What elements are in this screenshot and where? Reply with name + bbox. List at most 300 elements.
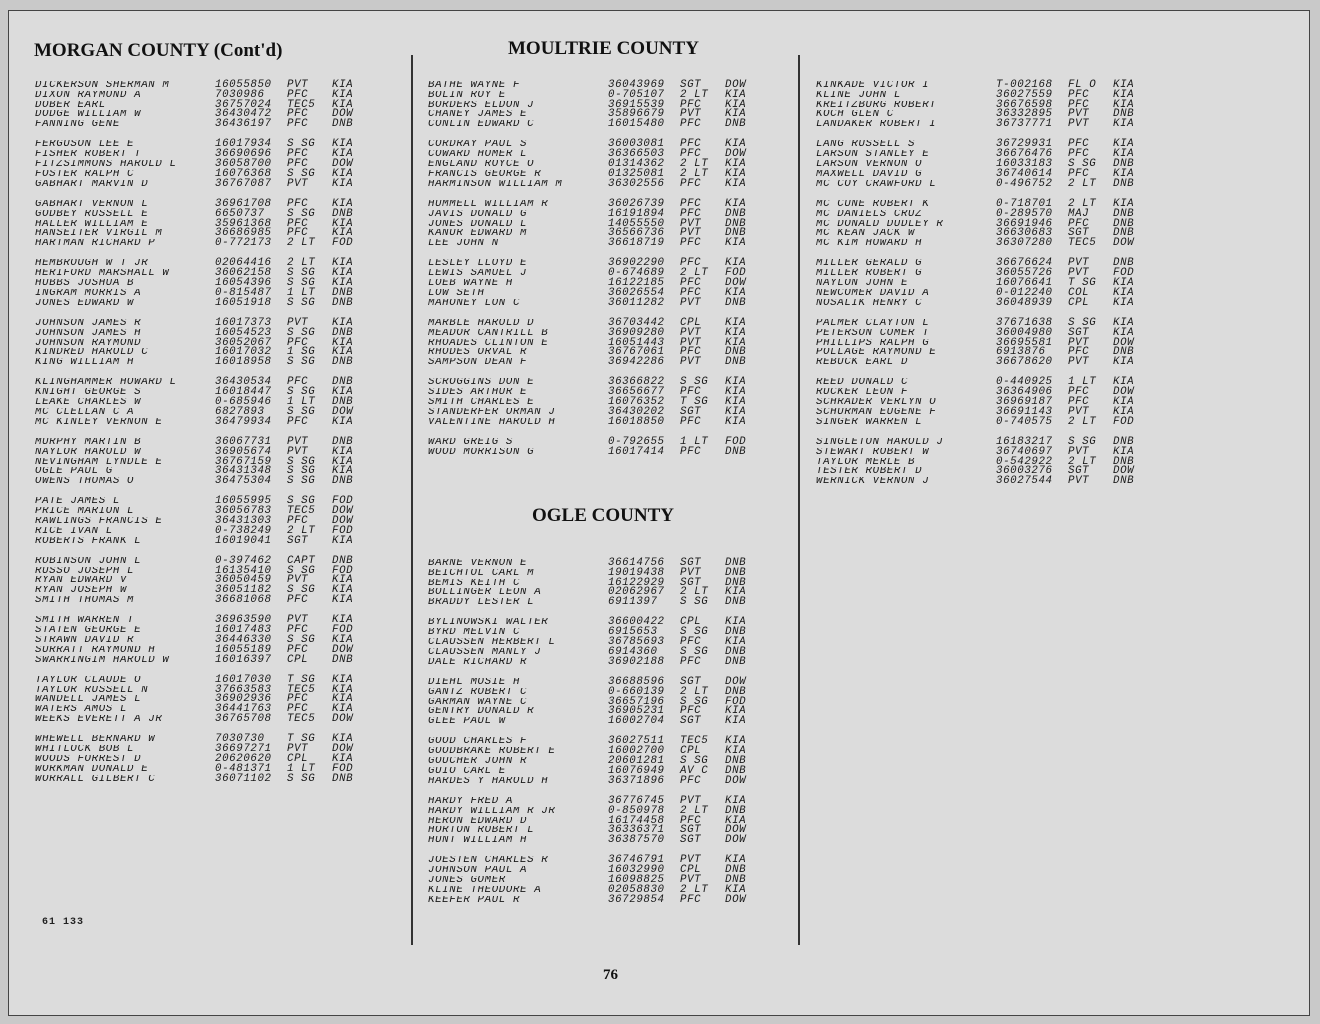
soldier-name: KEEFER PAUL R	[428, 895, 521, 906]
rank: PFC	[680, 98, 702, 111]
rank: T SG	[680, 396, 709, 409]
serial-number: 36614756	[608, 557, 665, 569]
serial-number: 36740697	[996, 445, 1053, 458]
serial-number: 6650737	[215, 207, 265, 220]
rank: PVT	[680, 336, 702, 349]
rank: PFC	[680, 893, 702, 906]
serial-number: 36902290	[608, 257, 665, 270]
roster-group	[428, 81, 765, 130]
soldier-name: DICKERSON SHERMAN M	[35, 81, 170, 91]
soldier-name: JOESTEN CHARLES R	[428, 856, 549, 867]
roster-row	[428, 279, 765, 289]
serial-number: 36027544	[996, 475, 1053, 488]
roster-row	[428, 150, 765, 160]
rank: PVT	[1068, 118, 1090, 131]
rank: SGT	[680, 675, 702, 688]
serial-number: 36071102	[215, 772, 272, 785]
casualty-status: KIA	[332, 673, 354, 686]
soldier-name: KLINGHAMMER HOWARD L	[35, 378, 177, 389]
casualty-status: DNB	[725, 576, 747, 589]
rank: PFC	[1068, 396, 1090, 409]
soldier-name: GLEE PAUL W	[428, 717, 506, 727]
casualty-status: DNB	[725, 346, 747, 359]
roster-row	[428, 804, 765, 817]
rank: S SG	[680, 695, 709, 708]
serial-number: 7030730	[215, 733, 265, 746]
rank: PVT	[680, 108, 702, 121]
soldier-name: WARD GREIG S	[428, 437, 513, 448]
soldier-name: DODGE WILLIAM W	[35, 110, 142, 121]
serial-number: 36785693	[608, 636, 665, 649]
soldier-name: HARDY FRED A	[428, 796, 513, 807]
casualty-status: KIA	[1113, 376, 1135, 389]
rank: PVT	[287, 79, 309, 91]
serial-number: 16055189	[215, 643, 272, 656]
soldier-name: JAVIS DONALD G	[428, 209, 528, 220]
rank: CPL	[1068, 296, 1090, 309]
roster-row	[428, 88, 765, 101]
serial-number: 36691143	[996, 405, 1053, 418]
roster-row	[816, 167, 1153, 180]
soldier-name: STRAWN DAVID R	[35, 635, 135, 646]
roster-row	[428, 576, 765, 589]
casualty-status: KIA	[332, 197, 354, 210]
casualty-status: DNB	[332, 118, 354, 131]
document-code: 61 133	[42, 917, 85, 928]
casualty-status: KIA	[332, 633, 354, 646]
casualty-status: KIA	[725, 167, 747, 180]
serial-number: 0-496752	[996, 177, 1053, 190]
serial-number: 36048939	[996, 296, 1053, 309]
casualty-status: KIA	[332, 465, 354, 478]
roster-group	[428, 316, 765, 369]
serial-number: 37671638	[996, 316, 1053, 329]
roster-row	[428, 120, 765, 130]
casualty-status: KIA	[332, 88, 354, 101]
roster-row	[35, 358, 372, 368]
rank: PVT	[680, 217, 702, 230]
serial-number: 6914360	[608, 645, 658, 658]
serial-number: 36371896	[608, 774, 665, 787]
soldier-name: TAYLOR RUSSELL N	[35, 685, 149, 696]
serial-number: 0-012240	[996, 286, 1053, 299]
rank: PFC	[680, 705, 702, 718]
soldier-name: FOSTER RALPH C	[35, 169, 135, 180]
casualty-status: KIA	[725, 98, 747, 111]
rank: PFC	[680, 148, 702, 161]
soldier-name: LANDAKER ROBERT I	[816, 120, 937, 130]
roster-row	[428, 378, 765, 388]
serial-number: 16019041	[215, 534, 272, 547]
soldier-name: HARTMAN RICHARD P	[35, 239, 156, 249]
soldier-name: KREITZBURG ROBERT	[816, 100, 937, 111]
serial-number: 02058830	[608, 883, 665, 896]
roster-row	[816, 398, 1153, 408]
soldier-name: HARDY WILLIAM R JR	[428, 806, 556, 817]
soldier-name: LARSON VERNON O	[816, 160, 923, 170]
soldier-name: TAYLOR CLAUDE O	[35, 675, 142, 686]
soldier-name: JOHNSON PAUL A	[428, 866, 528, 877]
rank: S SG	[287, 277, 316, 290]
casualty-status: DNB	[332, 286, 354, 299]
roster-row	[35, 455, 372, 468]
soldier-name: HUBBS JOSHUA B	[35, 279, 135, 289]
roster-row	[35, 239, 372, 249]
rank: S SG	[287, 386, 316, 399]
serial-number: 36740614	[996, 167, 1053, 180]
rank: CPL	[680, 745, 702, 758]
roster-row	[35, 467, 372, 477]
roster-row	[428, 774, 765, 787]
rank: S SG	[1068, 158, 1097, 171]
soldier-name: SAMPSON DEAN F	[428, 358, 528, 368]
rank: TEC5	[287, 98, 316, 111]
casualty-status: DOW	[332, 743, 354, 756]
roster-row	[428, 856, 765, 866]
serial-number: 16183217	[996, 435, 1053, 448]
casualty-status: FOD	[725, 695, 747, 708]
soldier-name: RHOADES CLINTON E	[428, 338, 549, 349]
soldier-name: JONES GOMER	[428, 876, 506, 886]
roster-row	[428, 794, 765, 807]
casualty-status: DNB	[332, 475, 354, 488]
serial-number: 36676624	[996, 257, 1053, 270]
soldier-name: GABHART VERNON L	[35, 199, 149, 210]
rank: PFC	[287, 108, 309, 121]
roster-row	[816, 81, 1153, 91]
rank: PVT	[680, 794, 702, 807]
rank: 1 LT	[287, 286, 316, 299]
rank: PFC	[287, 594, 309, 607]
casualty-status: KIA	[725, 257, 747, 270]
roster-row	[35, 98, 372, 111]
roster-row	[35, 534, 372, 547]
casualty-status: DNB	[725, 296, 747, 309]
serial-number: 36043969	[608, 79, 665, 91]
roster-row	[428, 737, 765, 747]
roster-row	[428, 167, 765, 180]
serial-number: 16076641	[996, 277, 1053, 290]
soldier-name: ROBINSON JOHN L	[35, 556, 142, 567]
serial-number: 36942286	[608, 356, 665, 369]
roster-row	[428, 435, 765, 448]
rank: S SG	[287, 356, 316, 369]
serial-number: 0-289570	[996, 207, 1053, 220]
casualty-status: FOD	[332, 564, 354, 577]
serial-number: 0-792655	[608, 435, 665, 448]
soldier-name: REBUCK EARL D	[816, 358, 909, 368]
casualty-status: FOD	[332, 237, 354, 250]
soldier-name: HANSEITER VIRGIL M	[35, 229, 163, 240]
rank: S SG	[680, 645, 709, 658]
roster-group	[428, 259, 765, 308]
rank: S SG	[680, 376, 709, 389]
serial-number: 16002700	[608, 745, 665, 758]
roster-row	[35, 586, 372, 596]
soldier-name: MARBLE HAROLD D	[428, 318, 535, 329]
roster-group	[35, 197, 372, 250]
rank: FL O	[1068, 79, 1097, 91]
casualty-status: KIA	[725, 616, 747, 629]
roster-row	[35, 279, 372, 289]
serial-number: 36676476	[996, 148, 1053, 161]
casualty-status: DNB	[725, 804, 747, 817]
rank: TEC5	[287, 505, 316, 518]
roster-row	[428, 628, 765, 638]
rank: PFC	[287, 693, 309, 706]
serial-number: 36050459	[215, 574, 272, 587]
roster-list-morgan	[35, 81, 372, 795]
serial-number: 16051918	[215, 296, 272, 309]
soldier-name: GODBEY RUSSELL E	[35, 209, 149, 220]
soldier-name: RUCKER LEON F	[816, 388, 909, 399]
soldier-name: LEE JOHN N	[428, 239, 499, 249]
serial-number: 16055850	[215, 79, 272, 91]
casualty-status: DOW	[725, 277, 747, 290]
serial-number: 0-705107	[608, 88, 665, 101]
serial-number: 36436197	[215, 118, 272, 131]
roster-group	[428, 675, 765, 728]
rank: CPL	[680, 864, 702, 877]
casualty-status: KIA	[725, 237, 747, 250]
roster-row	[35, 259, 372, 269]
rank: PFC	[680, 286, 702, 299]
serial-number: 36688596	[608, 675, 665, 688]
soldier-name: ENGLAND ROYCE O	[428, 160, 535, 170]
soldier-name: BARNE VERNON E	[428, 559, 528, 569]
roster-row	[35, 477, 372, 487]
roster-row	[816, 348, 1153, 358]
casualty-status: KIA	[1113, 396, 1135, 409]
soldier-name: GABHART MARVIN D	[35, 179, 149, 190]
casualty-status: KIA	[725, 715, 747, 728]
soldier-name: PATE JAMES L	[35, 497, 120, 508]
soldier-name: JOHNSON JAMES H	[35, 328, 142, 339]
casualty-status: KIA	[1113, 277, 1135, 290]
serial-number: 0-397462	[215, 554, 272, 567]
casualty-status: KIA	[332, 386, 354, 399]
rank: PVT	[287, 316, 309, 329]
serial-number: 36475304	[215, 475, 272, 488]
soldier-name: STATEN GEORGE E	[35, 626, 142, 636]
serial-number: 36765708	[215, 713, 272, 726]
casualty-status: DNB	[1113, 257, 1135, 270]
serial-number: 36729931	[996, 138, 1053, 151]
rank: 2 LT	[680, 586, 709, 599]
casualty-status: KIA	[725, 177, 747, 190]
roster-row	[816, 259, 1153, 269]
casualty-status: KIA	[725, 854, 747, 867]
soldier-name: MC CUNE ROBERT K	[816, 199, 930, 210]
casualty-status: DNB	[332, 554, 354, 567]
serial-number: 16017414	[608, 445, 665, 458]
rank: SGT	[287, 534, 309, 547]
roster-list-ogle-cont	[816, 81, 1153, 497]
casualty-status: KIA	[332, 703, 354, 716]
rank: CPL	[287, 653, 309, 666]
casualty-status: DNB	[725, 864, 747, 877]
roster-group	[816, 316, 1153, 369]
roster-group	[35, 616, 372, 665]
soldier-name: STANDERFER ORMAN J	[428, 407, 556, 418]
roster-row	[816, 269, 1153, 279]
soldier-name: KLINE JOHN L	[816, 90, 901, 101]
soldier-name: NEVINGHAM LYNDLE E	[35, 457, 163, 468]
roster-row	[35, 415, 372, 428]
roster-row	[35, 564, 372, 577]
soldier-name: GENTRY DONALD R	[428, 707, 535, 718]
soldier-name: HALLER WILLIAM E	[35, 219, 149, 230]
casualty-status: DNB	[725, 227, 747, 240]
soldier-name: JOHNSON JAMES R	[35, 318, 142, 329]
roster-row	[35, 167, 372, 180]
casualty-status: DNB	[1113, 455, 1135, 468]
casualty-status: KIA	[332, 267, 354, 280]
roster-row	[35, 745, 372, 755]
casualty-status: FOD	[725, 267, 747, 280]
roster-row	[816, 286, 1153, 299]
serial-number: 36697271	[215, 743, 272, 756]
serial-number: 36058700	[215, 158, 272, 171]
roster-row	[816, 229, 1153, 239]
rank: 2 LT	[1068, 455, 1097, 468]
serial-number: 16076352	[608, 396, 665, 409]
roster-row	[428, 566, 765, 579]
soldier-name: OGLE PAUL G	[35, 467, 113, 478]
casualty-status: KIA	[1113, 88, 1135, 101]
casualty-status: KIA	[332, 683, 354, 696]
roster-row	[428, 814, 765, 827]
rank: SGT	[680, 557, 702, 569]
rank: S SG	[1068, 435, 1097, 448]
soldier-name: FRANCIS GEORGE R	[428, 169, 542, 180]
roster-row	[428, 229, 765, 239]
serial-number: 19019438	[608, 566, 665, 579]
soldier-name: SCHRADER VERLYN O	[816, 398, 937, 408]
soldier-name: JONES EDWARD W	[35, 298, 135, 309]
soldier-name: CLAUSSEN HERBERT L	[428, 638, 556, 648]
roster-group	[35, 140, 372, 189]
roster-row	[428, 685, 765, 698]
column-divider	[411, 55, 413, 945]
serial-number: 36062158	[215, 267, 272, 280]
roster-row	[816, 98, 1153, 111]
roster-row	[816, 140, 1153, 150]
serial-number: 36963590	[215, 614, 272, 627]
casualty-status: KIA	[332, 614, 354, 627]
casualty-status: DOW	[332, 108, 354, 121]
casualty-status: KIA	[1113, 296, 1135, 309]
casualty-status: DNB	[1113, 217, 1135, 230]
casualty-status: KIA	[332, 138, 354, 151]
roster-row	[428, 316, 765, 329]
soldier-name: WOODS FORREST D	[35, 754, 142, 765]
roster-row	[35, 326, 372, 339]
serial-number: 36681068	[215, 594, 272, 607]
rank: 2 LT	[680, 88, 709, 101]
rank: PFC	[680, 237, 702, 250]
serial-number: 36336371	[608, 824, 665, 837]
casualty-status: DNB	[332, 435, 354, 448]
soldier-name: MAHONEY LON C	[428, 298, 521, 309]
serial-number: 36969187	[996, 396, 1053, 409]
county-heading-moultrie: MOULTRIE COUNTY	[508, 38, 699, 59]
roster-row	[428, 757, 765, 767]
casualty-status: KIA	[332, 167, 354, 180]
rank: 1 LT	[287, 762, 316, 775]
serial-number: 36430534	[215, 376, 272, 389]
casualty-status: KIA	[725, 794, 747, 807]
roster-row	[428, 197, 765, 210]
rank: SGT	[680, 576, 702, 589]
rank: CAPT	[287, 554, 316, 567]
serial-number: 35896679	[608, 108, 665, 121]
rank: SGT	[680, 715, 702, 728]
casualty-status: KIA	[332, 534, 354, 547]
casualty-status: DNB	[1113, 108, 1135, 121]
roster-group	[35, 435, 372, 488]
serial-number: 0-674689	[608, 267, 665, 280]
roster-row	[428, 893, 765, 906]
roster-row	[35, 772, 372, 785]
casualty-status: KIA	[332, 693, 354, 706]
serial-number: 36026554	[608, 286, 665, 299]
soldier-name: SINGER WARREN L	[816, 417, 923, 428]
soldier-name: RUSSO JOSEPH L	[35, 566, 135, 577]
soldier-name: INGRAM MORRIS A	[35, 288, 142, 299]
rank: S SG	[287, 772, 316, 785]
soldier-name: WOOD MORRISON G	[428, 447, 535, 458]
casualty-status: KIA	[332, 752, 354, 765]
soldier-name: LARSON STANLEY E	[816, 150, 930, 161]
roster-group	[35, 673, 372, 726]
soldier-name: WORKMAN DONALD E	[35, 764, 149, 775]
casualty-status: KIA	[332, 733, 354, 746]
soldier-name: LEWIS SAMUEL J	[428, 269, 528, 280]
soldier-name: REED DONALD C	[816, 378, 909, 389]
soldier-name: GUIO CARL E	[428, 766, 506, 777]
casualty-status: KIA	[725, 415, 747, 428]
serial-number: 36446330	[215, 633, 272, 646]
rank: PFC	[680, 814, 702, 827]
casualty-status: DNB	[1113, 207, 1135, 220]
casualty-status: KIA	[1113, 356, 1135, 369]
soldier-name: HUMMELL WILLIAM R	[428, 199, 549, 210]
casualty-status: KIA	[1113, 118, 1135, 131]
rank: AV C	[680, 764, 709, 777]
serial-number: 36479934	[215, 415, 272, 428]
serial-number: 0-740575	[996, 415, 1053, 428]
roster-row	[35, 626, 372, 636]
serial-number: 36737771	[996, 118, 1053, 131]
serial-number: 36027559	[996, 88, 1053, 101]
casualty-status: KIA	[725, 138, 747, 151]
serial-number: 36656677	[608, 386, 665, 399]
soldier-name: TAYLOR MERLE B	[816, 457, 916, 468]
roster-row	[816, 336, 1153, 349]
rank: S SG	[287, 633, 316, 646]
rank: T SG	[1068, 277, 1097, 290]
rank: 2 LT	[287, 237, 316, 250]
serial-number: 16032990	[608, 864, 665, 877]
serial-number: 36630683	[996, 227, 1053, 240]
rank: PFC	[287, 227, 309, 240]
rank: S SG	[287, 138, 316, 151]
casualty-status: DNB	[725, 596, 747, 609]
roster-group	[816, 378, 1153, 427]
roster-row	[35, 735, 372, 745]
roster-row	[428, 747, 765, 757]
